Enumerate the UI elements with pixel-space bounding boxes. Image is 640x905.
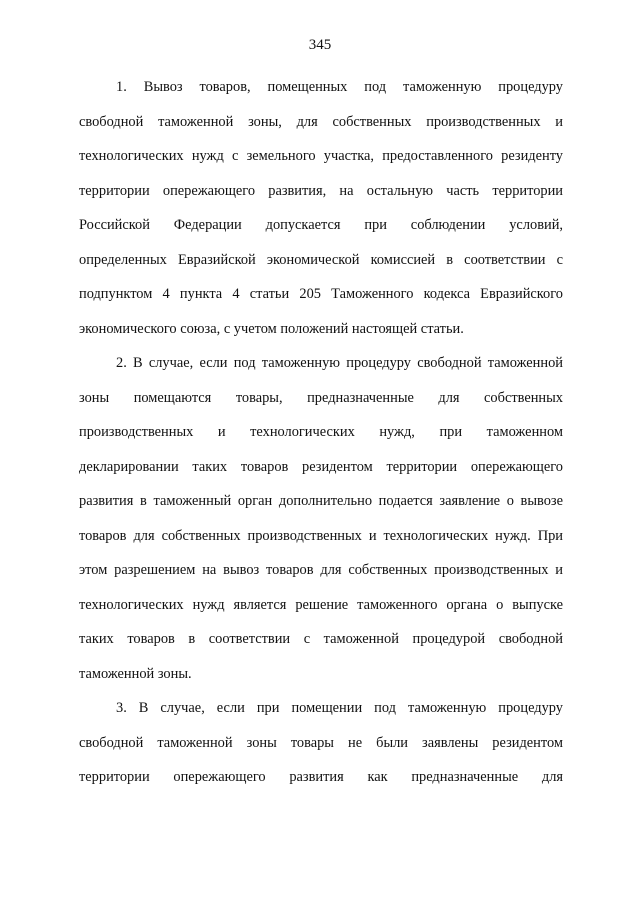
paragraph-line: зоны помещаются товары, предназначенные для собственных (79, 389, 563, 406)
paragraph-line: территории опережающего развития как предназначенные для (79, 769, 563, 785)
paragraph-line: экономического союза, с учетом положений настоящей статьи. (79, 320, 464, 337)
paragraph-line: технологических нужд является решение таможенного органа о выпуске (79, 596, 563, 613)
paragraph-line: свободной таможенной зоны товары не были заявлены резидентом (79, 734, 563, 751)
page-number: 345 (308, 37, 332, 53)
paragraph-line: свободной таможенной зоны, для собственных производственных и (79, 113, 563, 130)
paragraph-line: подпунктом 4 пункта 4 статьи 205 Таможенного кодекса Евразийского (79, 286, 563, 302)
paragraph-line: 2. В случае, если под таможенную процедуру свободной таможенной (116, 355, 563, 371)
document-body (79, 70, 563, 795)
paragraph-line: этом разрешением на вывоз товаров для собственных производственных и (79, 562, 563, 578)
paragraph-line: таможенной зоны. (79, 665, 192, 682)
paragraph-line: производственных и технологических нужд, при таможенном (79, 424, 563, 440)
paragraph-line: 3. В случае, если при помещении под таможенную процедуру (116, 700, 563, 716)
paragraph-2 (79, 346, 563, 691)
paragraph-line: товаров для собственных производственных и технологических нужд. При (79, 527, 563, 544)
paragraph-line: развития в таможенный орган дополнительно подается заявление о вывозе (79, 493, 563, 509)
paragraph-line: таких товаров в соответствии с таможенной процедурой свободной (79, 631, 563, 647)
paragraph-3 (79, 691, 563, 795)
paragraph-line: 1. Вывоз товаров, помещенных под таможенную процедуру (116, 79, 563, 95)
paragraph-line: технологических нужд с земельного участка, предоставленного резиденту (79, 148, 563, 164)
paragraph-line: декларировании таких товаров резидентом территории опережающего (79, 458, 563, 475)
paragraph-line: Российской Федерации допускается при соблюдении условий, (79, 217, 563, 233)
paragraph-line: определенных Евразийской экономической комиссией в соответствии с (79, 251, 563, 268)
paragraph-line: территории опережающего развития, на остальную часть территории (79, 182, 563, 199)
paragraph-1 (79, 70, 563, 346)
